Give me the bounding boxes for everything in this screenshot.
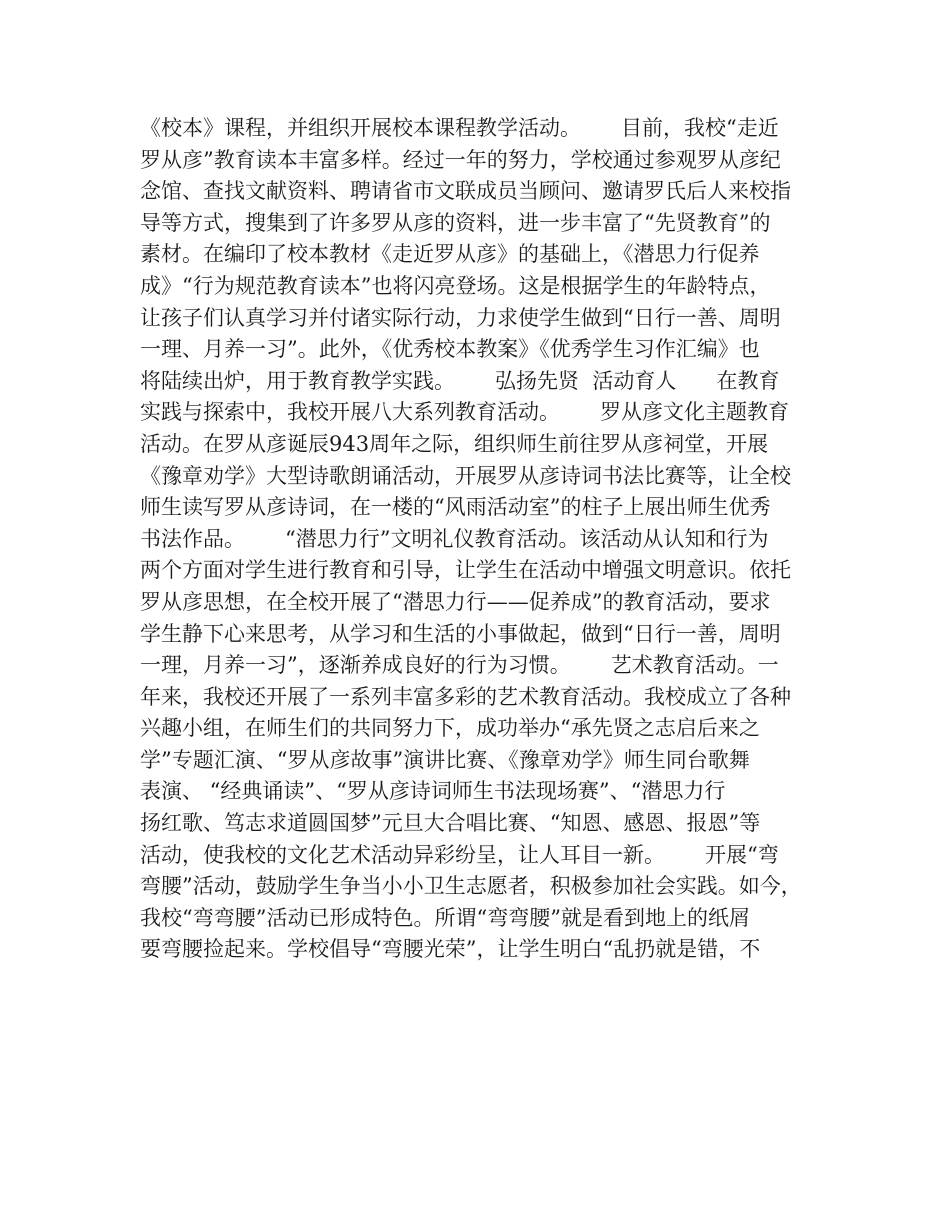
- text-line: 年来，我校还开展了一系列丰富多彩的艺术教育活动。我校成立了各种: [140, 684, 791, 709]
- text-line: 活动，使我校的文化艺术活动异彩纷呈，让人耳目一新。 开展“弯: [140, 842, 779, 867]
- text-line: 弯腰”活动，鼓励学生争当小小卫生志愿者，积极参加社会实践。如今，: [140, 874, 802, 899]
- text-line: 师生读写罗从彦诗词，在一楼的“风雨活动室”的柱子上展出师生优秀: [140, 495, 771, 520]
- text-line: 《校本》课程，并组织开展校本课程教学活动。 目前，我校“走近: [140, 116, 779, 140]
- text-line: 要弯腰捡起来。学校倡导“弯腰光荣”，让学生明白“乱扔就是错，不: [140, 937, 761, 962]
- text-line: 实践与探索中，我校开展八大系列教育活动。 罗从彦文化主题教育: [140, 400, 790, 425]
- text-line: 《豫章劝学》大型诗歌朗诵活动，开展罗从彦诗词书法比赛等，让全校: [140, 463, 791, 488]
- text-line: 将陆续出炉，用于教育教学实践。 弘扬先贤 活动育人 在教育: [140, 368, 780, 393]
- text-line: 两个方面对学生进行教育和引导，让学生在活动中增强文明意识。依托: [140, 558, 791, 583]
- text-line: 兴趣小组，在师生们的共同努力下，成功举办“承先贤之志启后来之: [140, 716, 760, 741]
- text-line: 导等方式，搜集到了许多罗从彦的资料，进一步丰富了“先贤教育”的: [140, 210, 771, 235]
- text-line: 成》“行为规范教育读本”也将闪亮登场。这是根据学生的年龄特点，: [140, 273, 771, 298]
- text-line: 念馆、查找文献资料、聘请省市文联成员当顾问、邀请罗氏后人来校指: [140, 179, 791, 204]
- text-line: 一理，月养一习”，逐渐养成良好的行为习惯。 艺术教育活动。一: [140, 653, 779, 678]
- text-line: 一理、月养一习”。此外，《优秀校本教案》《优秀学生习作汇编》也: [140, 337, 760, 362]
- text-line: 表演、 “经典诵读”、“罗从彦诗词师生书法现场赛”、“潜思力行: [140, 779, 726, 804]
- text-line: 让孩子们认真学习并付诸实际行动，力求使学生做到“日行一善、周明: [140, 305, 781, 330]
- text-line: 素材。在编印了校本教材《走近罗从彦》的基础上，《潜思力行促养: [140, 242, 760, 267]
- text-line: 我校“弯弯腰”活动已形成特色。所谓“弯弯腰”就是看到地上的纸屑: [140, 905, 750, 930]
- text-line: 罗从彦思想，在全校开展了“潜思力行——促养成”的教育活动，要求: [140, 589, 771, 614]
- text-line: 罗从彦”教育读本丰富多样。经过一年的努力，学校通过参观罗从彦纪: [140, 147, 781, 172]
- text-line: 书法作品。 “潜思力行”文明礼仪教育活动。该活动从认知和行为: [140, 526, 769, 551]
- text-line: 活动。在罗从彦诞辰943周年之际，组织师生前往罗从彦祠堂，开展: [140, 431, 769, 456]
- text-line: 学”专题汇演、“罗从彦故事”演讲比赛、《豫章劝学》师生同台歌舞: [140, 747, 750, 772]
- text-line: 学生静下心来思考，从学习和生活的小事做起，做到“日行一善，周明: [140, 621, 781, 646]
- text-line: 扬红歌、笃志求道圆国梦”元旦大合唱比赛、“知恩、感恩、报恩”等: [140, 811, 761, 836]
- body-text: [140, 113, 820, 966]
